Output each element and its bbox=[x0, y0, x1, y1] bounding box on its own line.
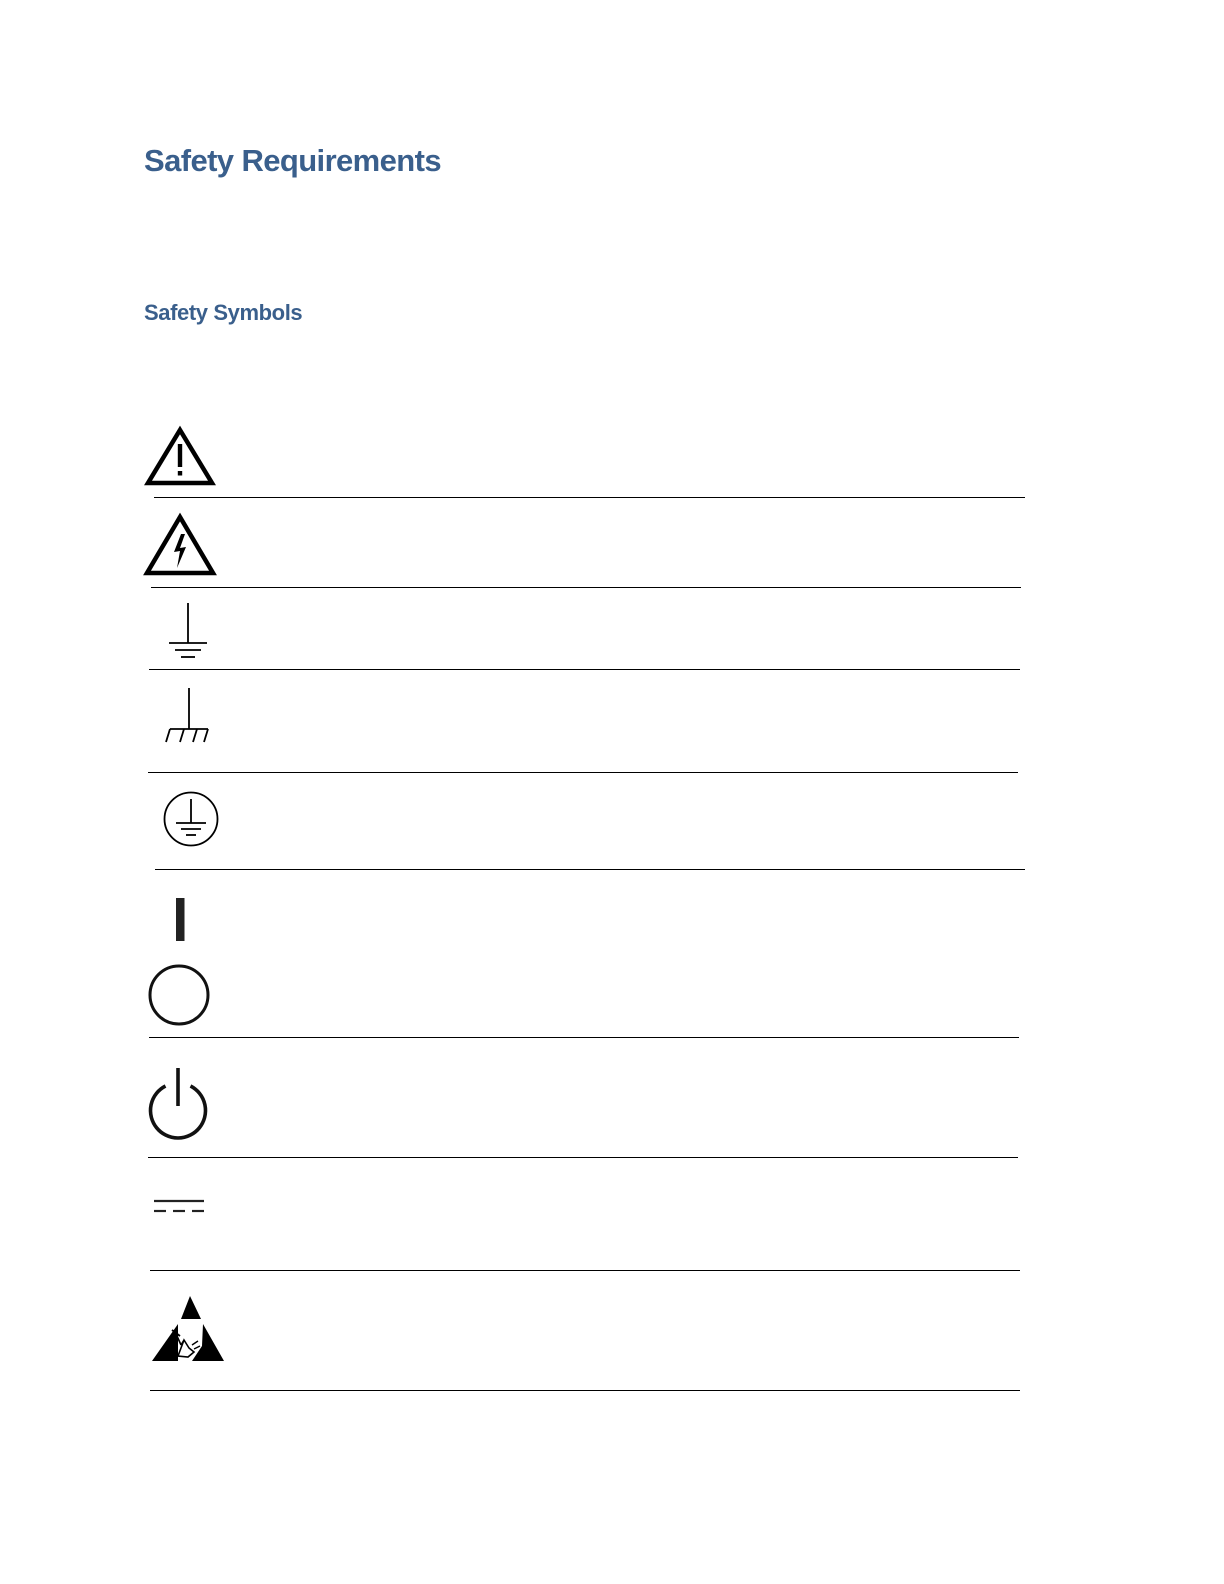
table-row-divider bbox=[148, 772, 1018, 773]
table-row-divider bbox=[149, 1037, 1019, 1038]
earth-ground-icon bbox=[166, 601, 212, 661]
table-row-divider bbox=[149, 669, 1020, 670]
table-row-divider bbox=[151, 587, 1021, 588]
caution-warning-triangle-icon bbox=[144, 425, 216, 487]
chassis-ground-icon bbox=[162, 686, 212, 746]
power-on-icon bbox=[170, 895, 190, 945]
table-row-divider bbox=[155, 869, 1025, 870]
table-row-divider bbox=[150, 1390, 1020, 1391]
table-row-divider bbox=[154, 497, 1025, 498]
page-title: Safety Requirements bbox=[144, 143, 441, 178]
section-heading: Safety Symbols bbox=[144, 300, 303, 325]
power-off-icon bbox=[145, 961, 213, 1029]
esd-sensitive-icon bbox=[148, 1290, 228, 1364]
electric-shock-hazard-icon bbox=[143, 512, 217, 578]
standby-power-icon bbox=[144, 1064, 212, 1140]
table-row-divider bbox=[150, 1270, 1020, 1271]
protective-earth-icon bbox=[162, 788, 222, 850]
direct-current-icon bbox=[152, 1195, 208, 1217]
table-row-divider bbox=[148, 1157, 1018, 1158]
